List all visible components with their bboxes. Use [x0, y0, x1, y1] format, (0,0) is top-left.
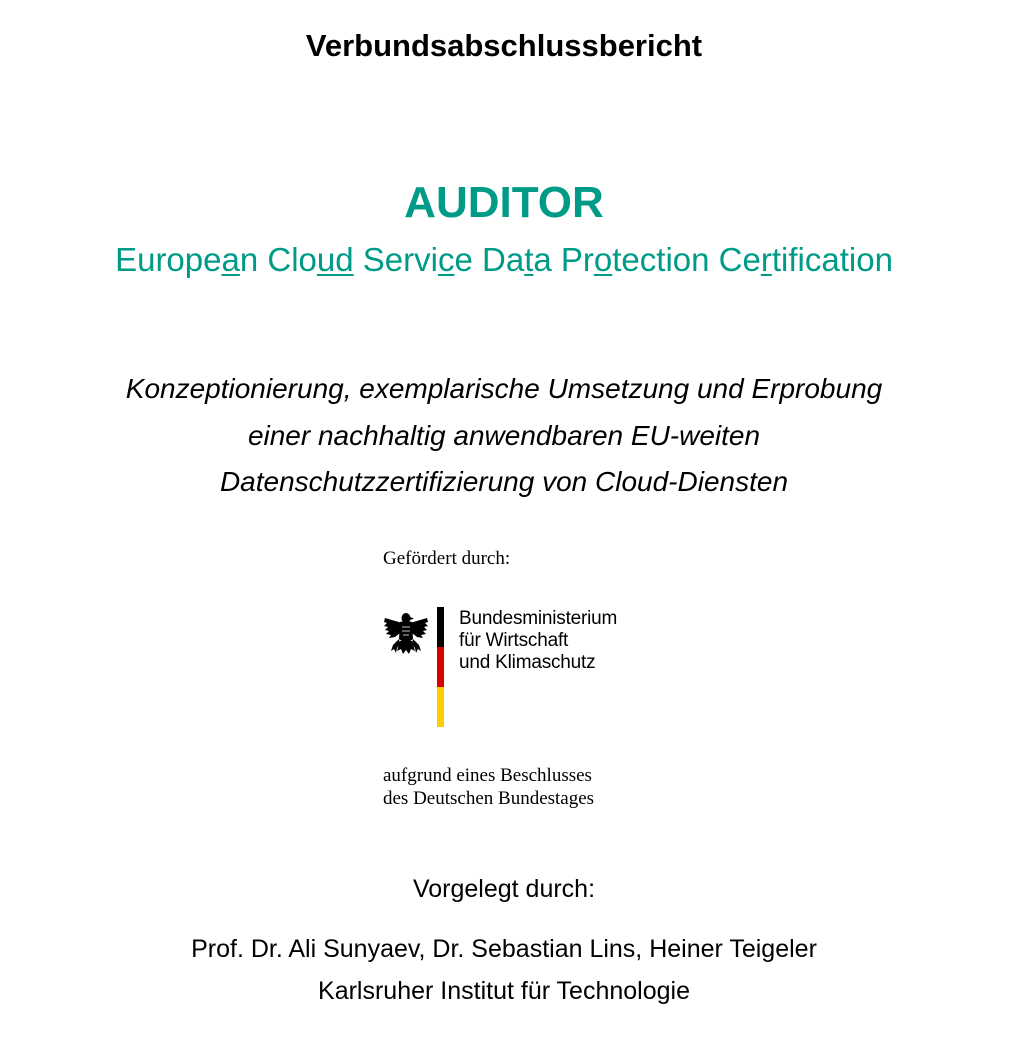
flag-stripe-red — [437, 647, 444, 687]
german-flag-bar — [437, 607, 444, 727]
project-name-underlined-letters: r — [760, 241, 772, 278]
flag-stripe-black — [437, 607, 444, 647]
project-full-name — [0, 238, 1008, 282]
project-name-underlined-letters: t — [524, 241, 534, 278]
project-name-segment: n Clo — [239, 241, 317, 278]
project-acronym: AUDITOR — [404, 178, 604, 227]
resolution-line: aufgrund eines Beschlusses — [383, 765, 592, 786]
presented-by-label: Vorgelegt durch: — [412, 875, 596, 903]
ministry-name-line: Bundesministerium — [459, 608, 618, 629]
ministry-name-line: und Klimaschutz — [459, 652, 596, 673]
institution-name: Karlsruher Institut für Technologie — [318, 977, 690, 1005]
funded-by-label: Gefördert durch: — [383, 548, 511, 569]
project-name-segment: a Pr — [533, 241, 594, 278]
ministry-name — [459, 608, 617, 674]
federal-eagle-icon — [383, 609, 429, 661]
project-name-segment: e Da — [454, 241, 525, 278]
flag-stripe-gold — [437, 687, 444, 727]
project-name-segment: tification — [771, 241, 893, 278]
project-name-underlined-letters: o — [593, 241, 613, 278]
authors-names: Prof. Dr. Ali Sunyaev, Dr. Sebastian Lins, Heiner Teigeler — [191, 935, 817, 963]
funding-notice — [383, 547, 683, 571]
project-name-segment: Servi — [353, 241, 438, 278]
project-name-underlined-letters: c — [437, 241, 455, 278]
subtitle-line: Konzeptionierung, exemplarische Umsetzung und Erprobung — [125, 373, 883, 404]
project-name-segment: Europe — [115, 241, 222, 278]
document-type-title: Verbundsabschlussbericht — [305, 28, 703, 63]
ministry-logo — [383, 607, 683, 727]
project-subtitle — [0, 366, 1008, 506]
project-name-segment: tection Ce — [612, 241, 761, 278]
project-name-underlined-letters: ud — [316, 241, 354, 278]
authors-block — [0, 928, 1008, 1012]
subtitle-line: Datenschutzzertifizierung von Cloud-Diensten — [219, 466, 789, 497]
project-name-underlined-letters: a — [221, 241, 240, 278]
bundestag-resolution — [383, 765, 594, 810]
ministry-name-line: für Wirtschaft — [459, 630, 569, 651]
resolution-line: des Deutschen Bundestages — [383, 787, 595, 809]
subtitle-line: einer nachhaltig anwendbaren EU-weiten — [247, 419, 761, 451]
